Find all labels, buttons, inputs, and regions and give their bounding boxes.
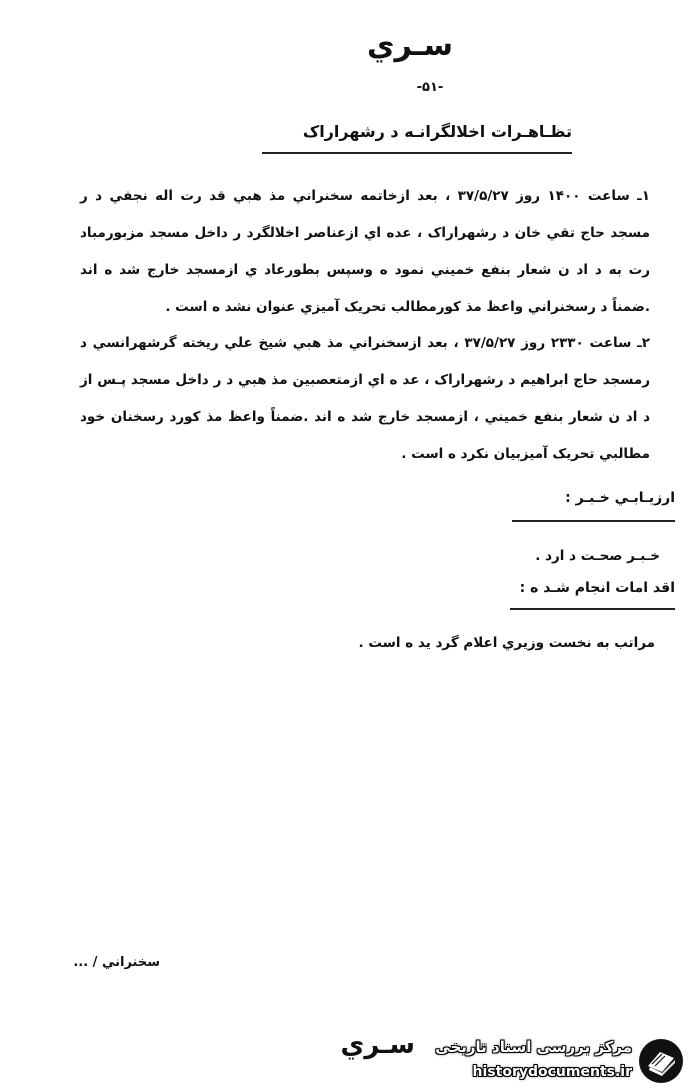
watermark-organization: مرکز بررسی اسناد تاریخی <box>435 1038 632 1056</box>
watermark-website: historydocuments.ir <box>472 1064 632 1080</box>
footer-note: سخنراني / ... <box>73 955 160 970</box>
classification-stamp-bottom: سـري <box>340 1030 415 1060</box>
actions-underline <box>510 608 675 610</box>
page-number: -۵۱- <box>416 80 444 95</box>
actions-label: اقد امات انجام شـد ه : <box>519 580 675 596</box>
title-underline <box>262 152 572 154</box>
assessment-value: خـبـر صحـت د ارد . <box>535 548 660 564</box>
report-paragraph-2: ۲ـ ساعت ۲۳۳۰ روز ۳۷/۵/۲۷ ، بعد ازسخنراني مذ هبي شيخ علي ريخته گرشهرانسي د رمسجد حاج ابراهيم د رشهراراک ، عد ه اي ازمتعصبين مذ هبي د ر داخل مسجد پـس از د اد ن شعار بنفع خميني ، ازمسجد خارج شد ه اند .ضمناً واعظ مذ کورد رسخنان خود مطالبي تحريک آميزبيان نکرد ه است . <box>80 335 650 462</box>
watermark <box>420 1034 690 1090</box>
report-paragraph-1: ۱ـ ساعت ۱۴۰۰ روز ۳۷/۵/۲۷ ، بعد ازخاتمه سخنراني مذ هبي قد رت اله نجفي د ر مسجد حاج تقي خان د رشهراراک ، عده اي ازعناصر اخلالگرد ر داخل مسجد مزبورمباد رت به د اد ن شعار بنفع خميني نمود ه وسپس بطورعاد ي ازمسجد خارج شد ه اند .ضمناً د رسخنراني واعظ مذ کورمطالب تحريک آميزي عنوان نشد ه است . <box>80 188 650 315</box>
assessment-label: ارزيـابـي خـبـر : <box>565 490 675 506</box>
document-title: تظـاهـرات اخلالگرانـه د رشهراراک <box>302 122 572 141</box>
assessment-underline <box>512 520 675 522</box>
classification-stamp-top: سـري <box>367 28 453 63</box>
book-logo-icon <box>636 1036 686 1086</box>
actions-value: مراتب به نخست وزيري اعلام گرد يد ه است . <box>358 635 655 651</box>
